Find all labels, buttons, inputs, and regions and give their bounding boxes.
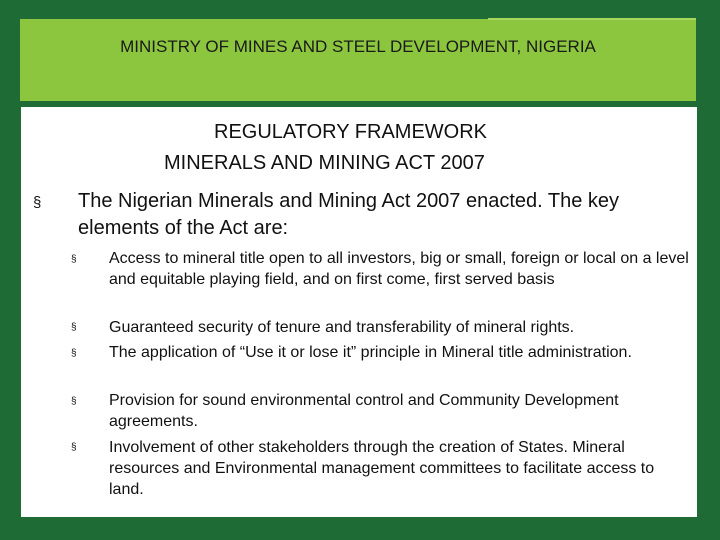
bullet-icon: §	[71, 396, 77, 407]
list-item: Guaranteed security of tenure and transferability of mineral rights.	[109, 319, 575, 336]
slide-title: REGULATORY FRAMEWORK	[214, 121, 488, 143]
bullet-icon: §	[71, 254, 77, 265]
intro-text: The Nigerian Minerals and Mining Act 2007 enacted. The key elements of the Act are:	[78, 190, 620, 239]
bullet-icon: §	[71, 348, 77, 359]
bullet-icon: §	[33, 194, 42, 211]
list-item: Provision for sound environmental control and Community Development agreements.	[109, 392, 619, 430]
bullet-icon: §	[71, 322, 77, 333]
header-accent-line	[488, 18, 696, 20]
list-item: Access to mineral title open to all investors, big or small, foreign or local on a level and equitable playing field, and on first come, first served basis	[109, 250, 689, 288]
header-highlight-bar	[20, 19, 696, 101]
slide-subtitle: MINERALS AND MINING ACT 2007	[164, 152, 485, 174]
list-item: Involvement of other stakeholders through the creation of States. Mineral resources and Environmental management committees to facilitate access to land.	[109, 439, 655, 498]
header-title: MINISTRY OF MINES AND STEEL DEVELOPMENT, NIGERIA	[120, 37, 596, 56]
bullet-icon: §	[71, 442, 77, 453]
list-item: The application of “Use it or lose it” principle in Mineral title administration.	[109, 344, 632, 361]
